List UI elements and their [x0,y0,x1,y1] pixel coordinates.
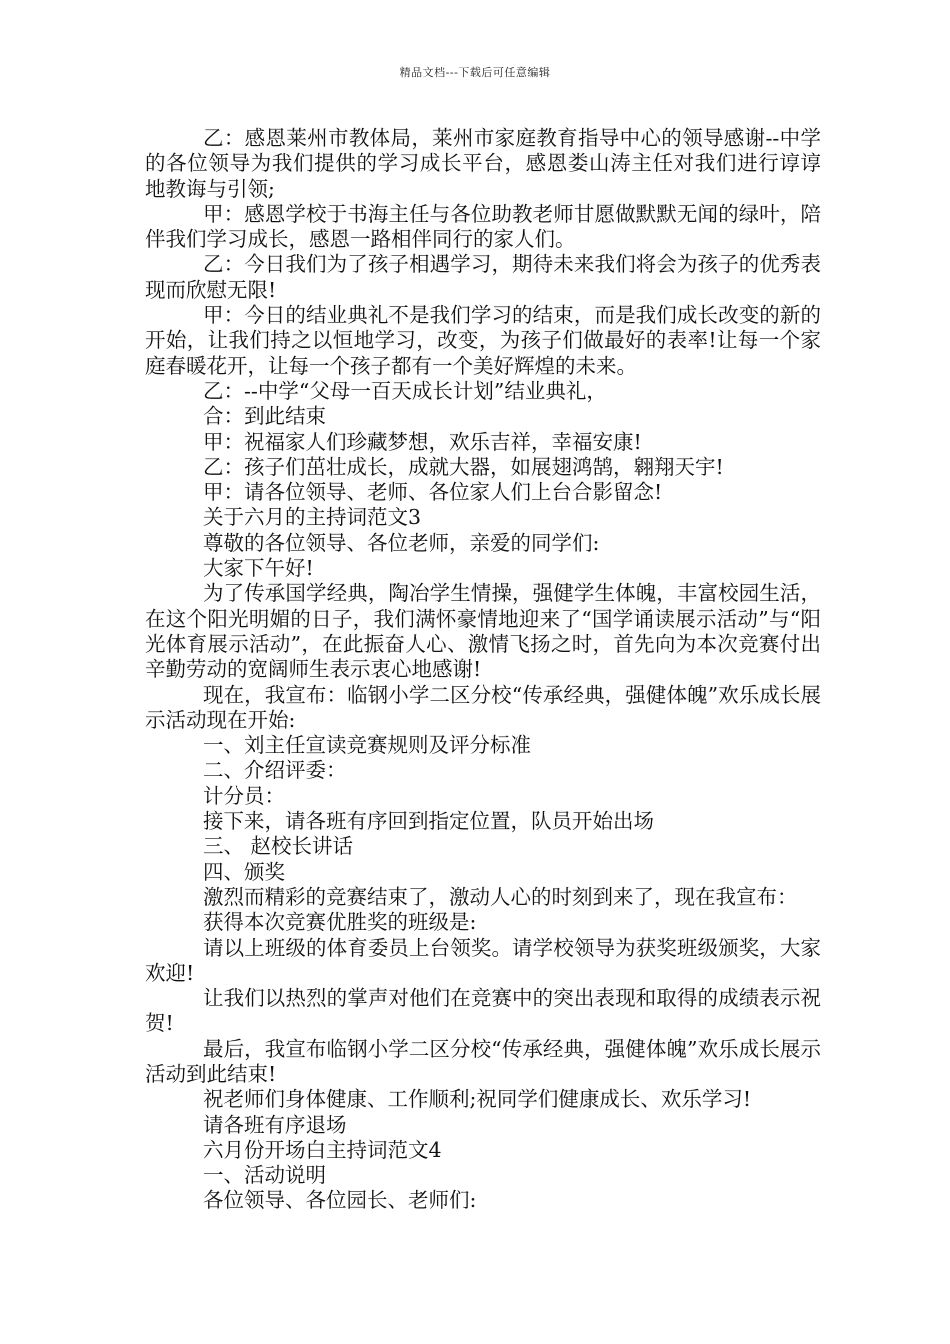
paragraph: 合：到此结束 [203,404,326,429]
document-body [145,126,821,1214]
paragraph: 甲：祝福家人们珍藏梦想，欢乐吉祥，幸福安康! [203,429,642,454]
list-item: 一、活动说明 [203,1163,326,1188]
paragraph: 尊敬的各位领导、各位老师，亲爱的同学们: [203,530,600,555]
paragraph: 乙：--中学“父母一百天成长计划”结业典礼， [203,378,607,403]
paragraph: 为了传承国学经典，陶冶学生情操，强健学生体魄，丰富校园生活，在这个阳光明媚的日子，我们满怀豪情地迎来了“国学诵读展示活动”与“阳光体育展示活动”，在此振奋人心、激情飞扬之时，首先向为本次竞赛付出辛勤劳动的宽阔师生表示衷心地感谢! [145,581,821,682]
section-heading: 关于六月的主持词范文3 [203,505,422,530]
paragraph: 接下来，请各班有序回到指定位置，队员开始出场 [203,809,654,834]
paragraph: 大家下午好! [203,556,314,581]
paragraph: 乙：孩子们茁壮成长，成就大器，如展翅鸿鹄，翱翔天宇! [203,454,724,479]
paragraph: 请各班有序退场 [203,1112,347,1137]
list-item: 四、颁奖 [203,859,285,884]
paragraph: 各位领导、各位园长、老师们: [203,1188,477,1213]
paragraph: 甲：请各位领导、老师、各位家人们上台合影留念! [203,480,663,505]
paragraph: 最后，我宣布临钢小学二区分校“传承经典，强健体魄”欢乐成长展示活动到此结束! [145,1036,821,1086]
list-item: 三、 赵校长讲话 [203,834,354,859]
page-header-watermark: 精品文档---下载后可任意编辑 [399,66,551,79]
paragraph: 甲：感恩学校于书海主任与各位助教老师甘愿做默默无闻的绿叶，陪伴我们学习成长，感恩一路相伴同行的家人们。 [145,201,821,252]
list-item: 二、介绍评委： [203,758,347,783]
paragraph: 祝老师们身体健康、工作顺利;祝同学们健康成长、欢乐学习! [203,1087,752,1112]
paragraph: 现在，我宣布：临钢小学二区分校“传承经典，强健体魄”欢乐成长展示活动现在开始: [145,682,821,732]
paragraph: 请以上班级的体育委员上台领奖。请学校领导为获奖班级颁奖，大家欢迎! [145,935,821,985]
section-heading: 六月份开场白主持词范文4 [203,1137,442,1162]
paragraph: 让我们以热烈的掌声对他们在竞赛中的突出表现和取得的成绩表示祝贺! [145,986,821,1036]
paragraph: 计分员： [203,783,285,808]
list-item: 一、刘主任宣读竞赛规则及评分标准 [203,733,531,758]
paragraph: 激烈而精彩的竞赛结束了，激动人心的时刻到来了，现在我宣布： [203,884,798,909]
paragraph: 乙：今日我们为了孩子相遇学习，期待未来我们将会为孩子的优秀表现而欣慰无限! [145,252,821,302]
paragraph: 获得本次竞赛优胜奖的班级是: [203,910,477,935]
paragraph: 乙：感恩莱州市教体局，莱州市家庭教育指导中心的领导感谢--中学的各位领导为我们提供的学习成长平台，感恩娄山涛主任对我们进行谆谆地教诲与引领; [145,126,821,201]
paragraph: 甲：今日的结业典礼不是我们学习的结束，而是我们成长改变的新的开始，让我们持之以恒地学习，改变，为孩子们做最好的表率!让每一个家庭春暖花开，让每一个孩子都有一个美好辉煌的未来。 [145,303,821,378]
